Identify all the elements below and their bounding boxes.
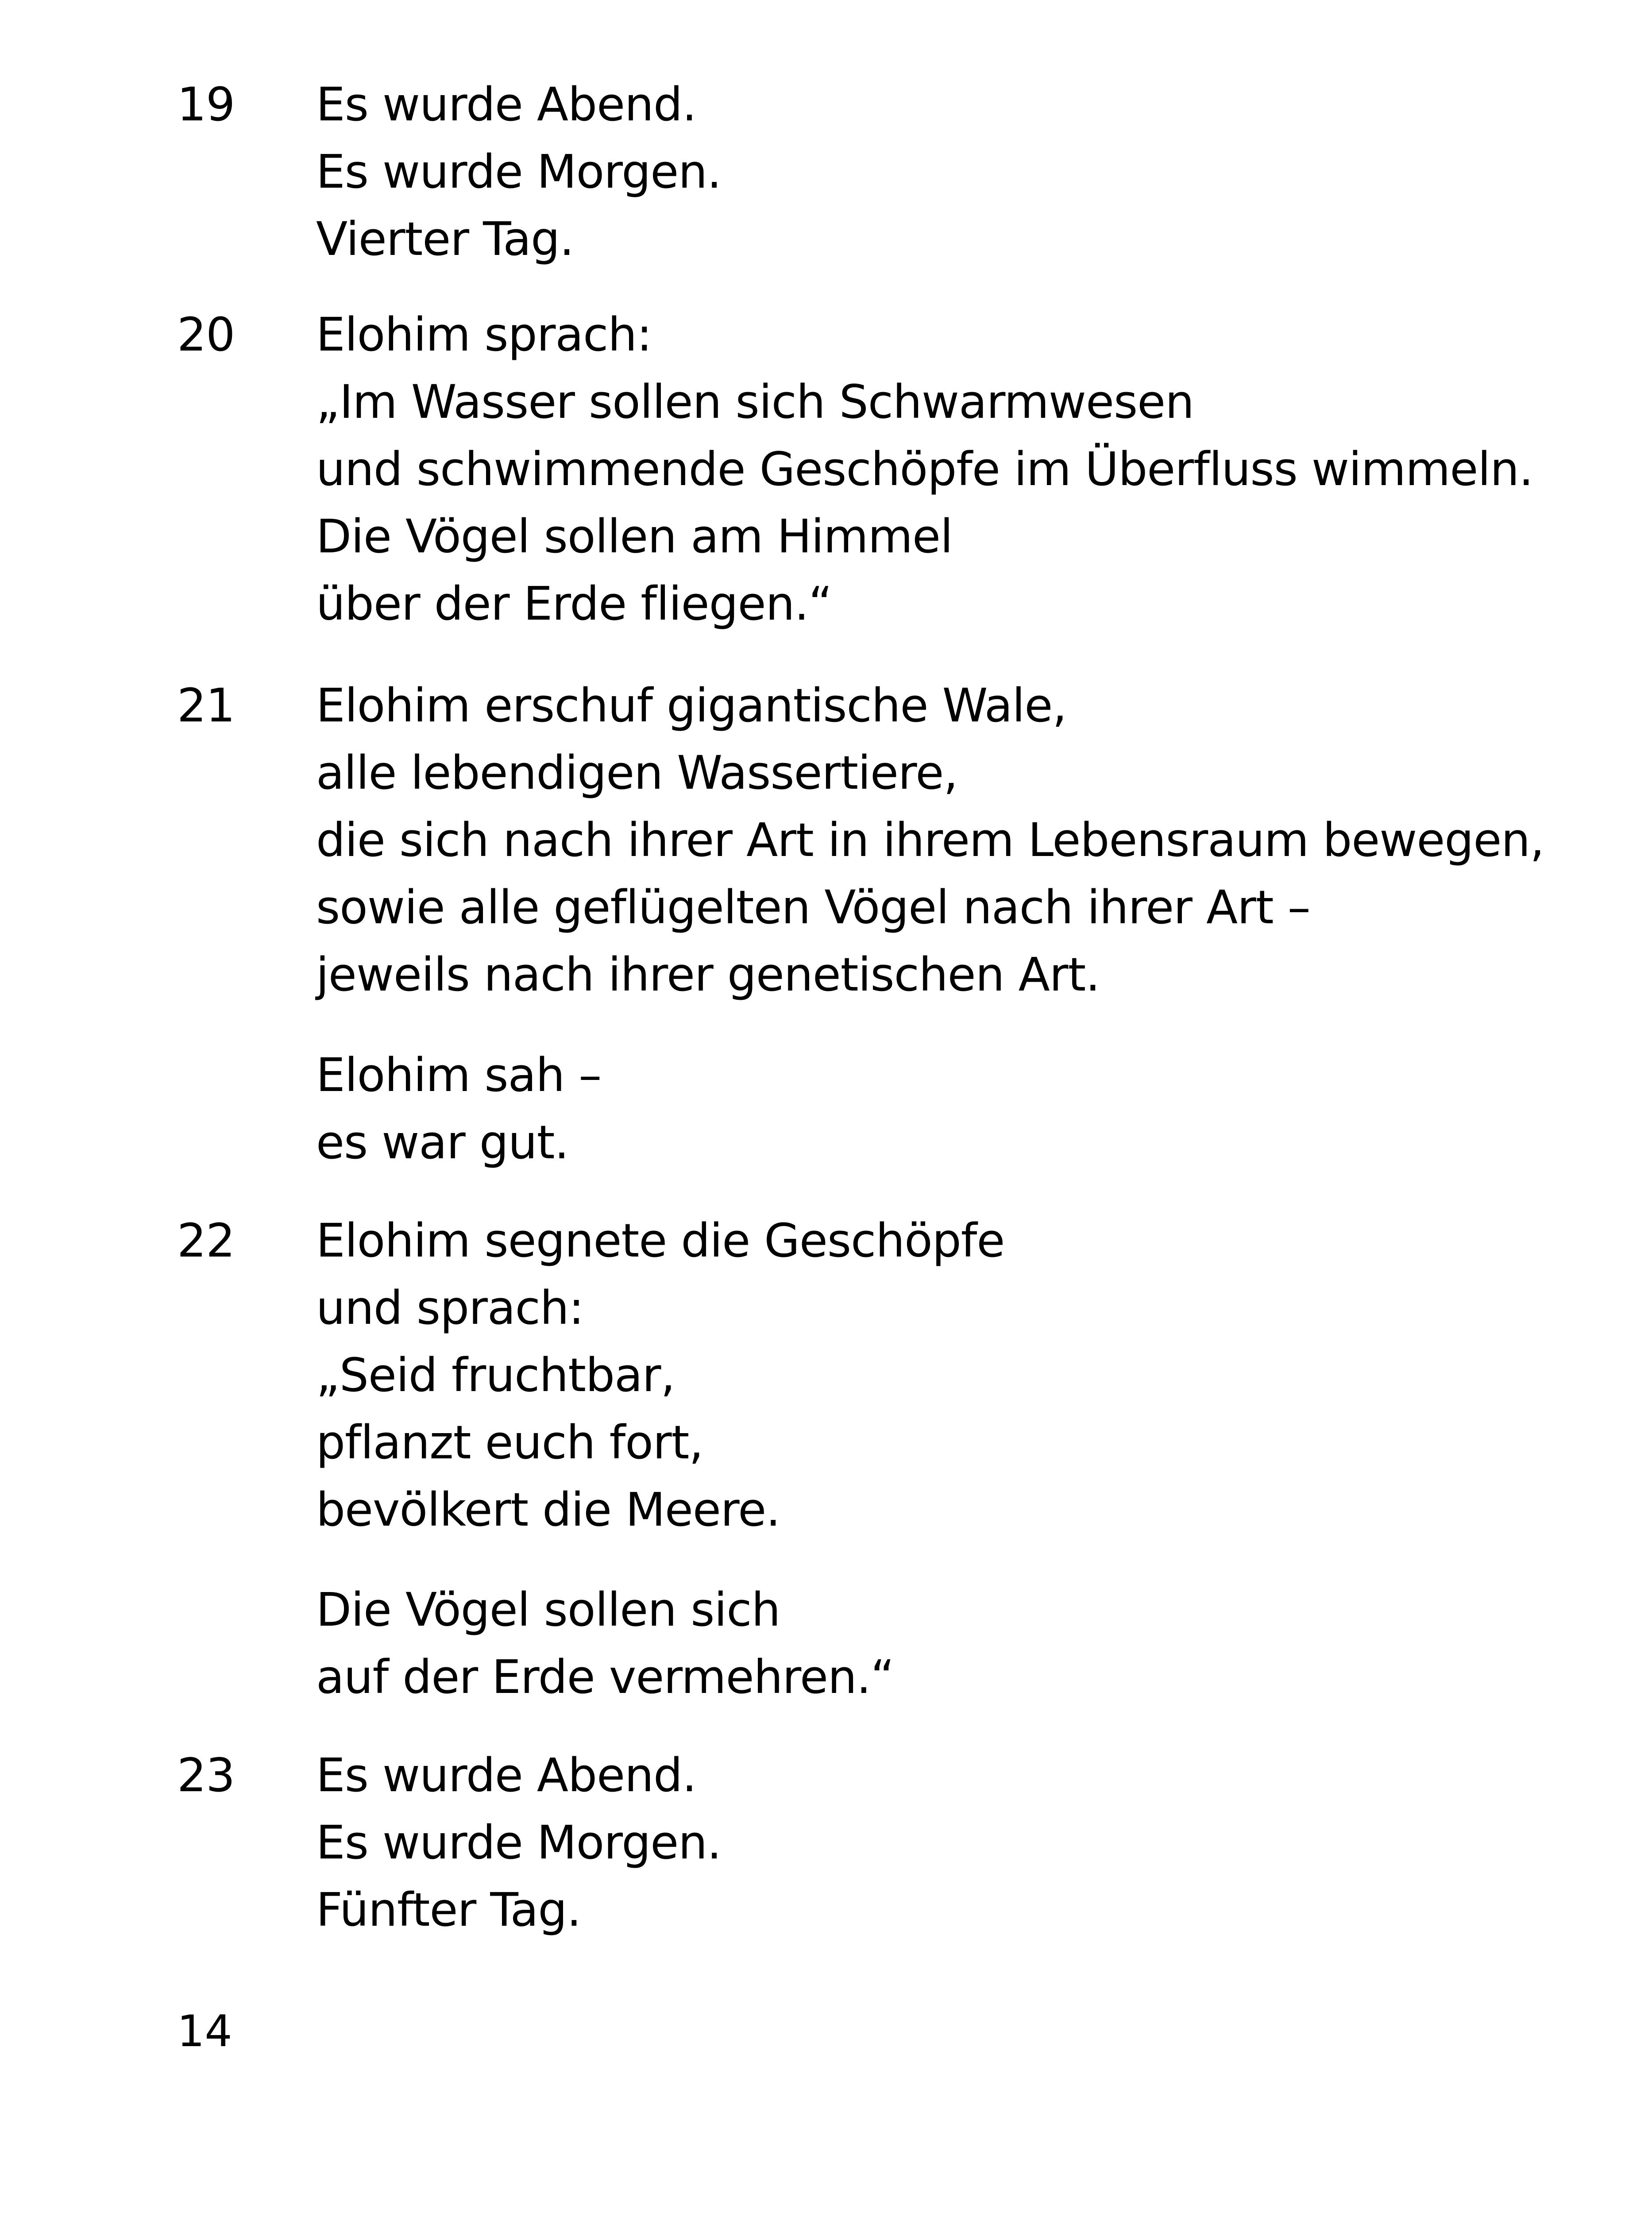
verse-number: 21	[177, 679, 235, 733]
verse-line: Es wurde Abend.	[316, 77, 697, 131]
verse-text	[316, 301, 1600, 637]
verse-line: über der Erde fliegen.“	[316, 577, 832, 631]
verse-line: und schwimmende Geschöpfe im Überfluss wimmeln.	[316, 442, 1533, 496]
verse-text	[316, 1742, 1600, 1943]
verse-line: Elohim erschuf gigantische Wale,	[316, 679, 1067, 733]
verse-number: 23	[177, 1748, 235, 1802]
verse-number: 20	[177, 308, 235, 362]
verse-line: jeweils nach ihrer genetischen Art.	[316, 948, 1100, 1002]
verse-line: Vierter Tag.	[316, 212, 574, 266]
verse-line: pflanzt euch fort,	[316, 1415, 703, 1469]
verse-line: Es wurde Abend.	[316, 1748, 697, 1802]
verse-text	[316, 1207, 1600, 1543]
verse-text	[316, 672, 1600, 1008]
verse-line: auf der Erde vermehren.“	[316, 1650, 894, 1704]
verse-line: Es wurde Morgen.	[316, 1816, 722, 1870]
verse-line: „Im Wasser sollen sich Schwarmwesen	[316, 375, 1194, 429]
verse-line: Elohim segnete die Geschöpfe	[316, 1214, 1005, 1268]
verse-line: Elohim sprach:	[316, 308, 652, 362]
page-number: 14	[177, 2006, 232, 2057]
verse-line: sowie alle geflügelten Vögel nach ihrer Art –	[316, 880, 1310, 934]
verse-line: und sprach:	[316, 1281, 584, 1335]
verse-text	[316, 1041, 1600, 1176]
verse-line: Die Vögel sollen am Himmel	[316, 509, 953, 563]
verse-line: „Seid fruchtbar,	[316, 1348, 675, 1402]
verse-line: alle lebendigen Wassertiere,	[316, 746, 958, 800]
verse-number: 22	[177, 1214, 235, 1268]
verse-line: es war gut.	[316, 1115, 569, 1169]
verse-line: Es wurde Morgen.	[316, 145, 722, 199]
verse-line: bevölkert die Meere.	[316, 1483, 780, 1537]
verse-text	[316, 71, 1600, 273]
verse-text	[316, 1576, 1600, 1711]
verse-number: 19	[177, 77, 235, 131]
verse-line: Fünfter Tag.	[316, 1883, 581, 1937]
verse-line: Die Vögel sollen sich	[316, 1583, 780, 1637]
verse-line: Elohim sah –	[316, 1048, 602, 1102]
verse-line: die sich nach ihrer Art in ihrem Lebensraum bewegen,	[316, 813, 1544, 867]
